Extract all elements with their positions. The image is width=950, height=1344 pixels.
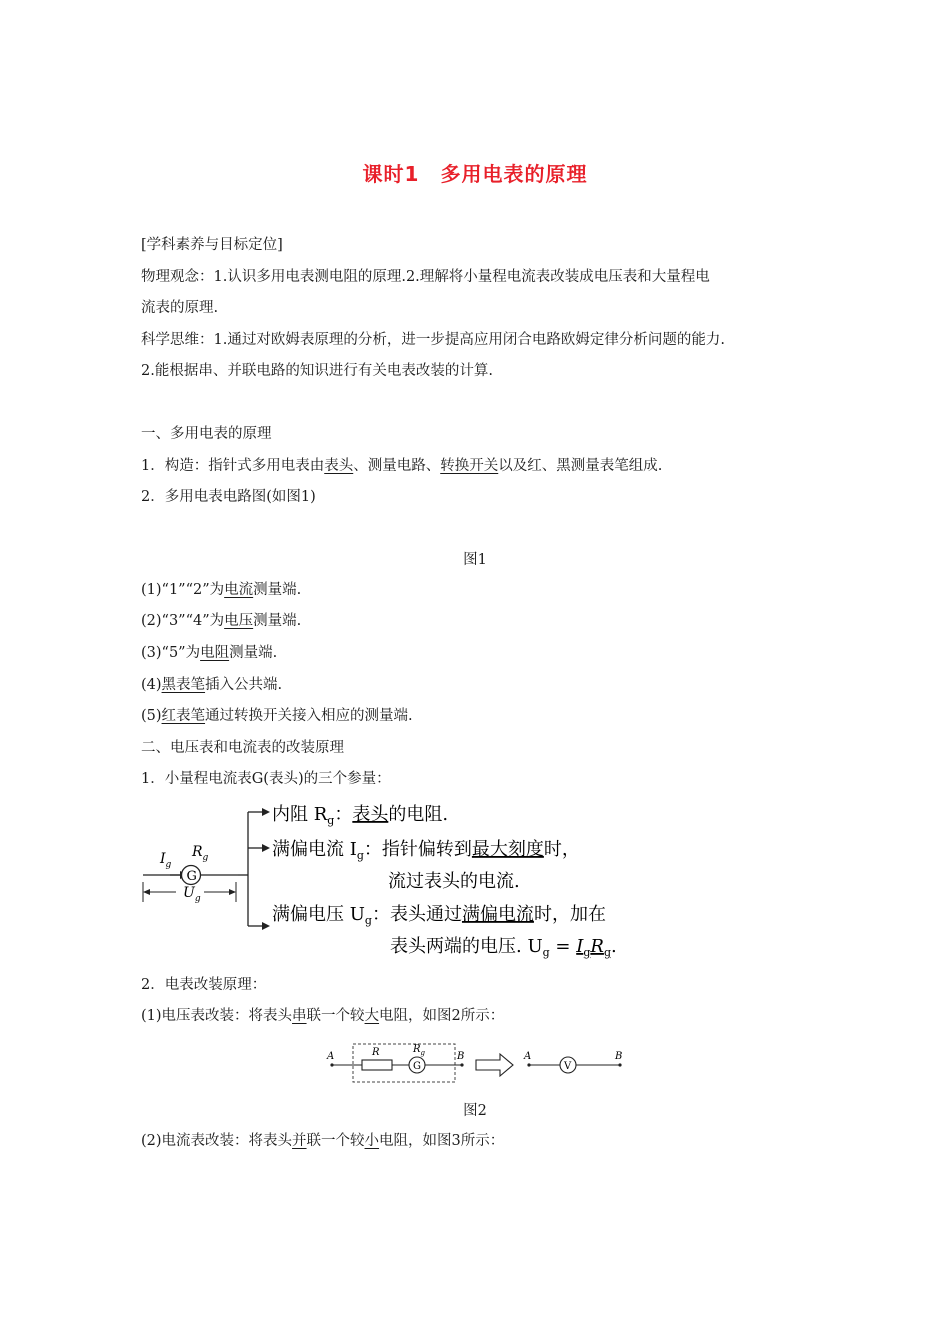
text: 、测量电路、	[353, 458, 441, 474]
voltage-label: $U_g$	[183, 885, 201, 904]
text: 测量端.	[253, 582, 302, 598]
arrow-right-icon	[262, 808, 270, 816]
text: 测量端.	[229, 645, 278, 661]
full-scale-voltage-text: 满偏电压 $U_g$：表头通过满偏电流时，加在	[272, 904, 606, 927]
galvanometer-symbol: G	[413, 1061, 421, 1072]
part2-sub2	[141, 1131, 504, 1151]
full-scale-voltage-text-line2: 表头两端的电压. $U_g = I_gR_g$.	[390, 936, 617, 959]
scientific-thinking-line1: 科学思维：1.通过对欧姆表原理的分析，进一步提高应用闭合电路欧姆定律分析问题的能力.	[141, 332, 725, 348]
part2-heading: 二、电压表和电流表的改装原理	[141, 740, 344, 756]
answer-blank: 电压	[224, 613, 254, 629]
resistance-label: $R_g$	[192, 844, 209, 863]
answer-blank: 转换开关	[440, 458, 499, 474]
current-label: $I_g$	[160, 851, 172, 870]
figure1-caption: 图1	[463, 552, 487, 568]
figure2-caption: 图2	[463, 1103, 487, 1119]
physics-concept-line1: 物理观念：1.认识多用电表测电阻的原理.2.理解将小量程电流表改装成电压表和大量程电	[141, 269, 710, 285]
arrow-left-icon	[143, 889, 150, 895]
part2-sub1	[141, 1006, 504, 1026]
terminal-b-label: B	[457, 1051, 465, 1062]
voltmeter-symbol: V	[564, 1061, 572, 1072]
text: 电阻，如图3所示：	[379, 1133, 505, 1149]
galvanometer-resistance-label: $R_g$	[413, 1044, 426, 1057]
text: 电阻，如图2所示：	[379, 1008, 505, 1024]
part1-sub5	[141, 706, 413, 726]
answer-blank: 电流	[224, 582, 254, 598]
answer-blank: 大	[364, 1008, 380, 1024]
part2-item1: 1．小量程电流表G(表头)的三个参量：	[141, 771, 391, 787]
section-header: [学科素养与目标定位]	[141, 237, 283, 253]
terminal-dot	[618, 1063, 621, 1066]
galvanometer-parameters-diagram	[140, 798, 660, 963]
resistor-label: R	[372, 1047, 380, 1058]
text: (2)“3”“4”为	[141, 613, 225, 629]
text: (1)“1”“2”为	[141, 582, 225, 598]
text: (4)	[141, 677, 162, 693]
part1-sub3	[141, 643, 277, 663]
text: 联一个较	[306, 1008, 365, 1024]
text: (5)	[141, 708, 162, 724]
part2-item2: 2．电表改装原理：	[141, 977, 267, 993]
part1-sub4	[141, 675, 282, 695]
part1-heading: 一、多用电表的原理	[141, 426, 272, 442]
text: 联一个较	[306, 1133, 365, 1149]
arrow-right-icon	[229, 889, 236, 895]
scientific-thinking-line2: 2.能根据串、并联电路的知识进行有关电表改装的计算.	[141, 363, 493, 379]
text: 通过转换开关接入相应的测量端.	[205, 708, 413, 724]
page-title: 课时1 多用电表的原理	[362, 162, 588, 186]
text: 1．构造：指针式多用电表由	[141, 458, 325, 474]
hollow-arrow-icon	[476, 1054, 513, 1076]
part1-sub2	[141, 611, 301, 631]
text: (3)“5”为	[141, 645, 201, 661]
text: 测量端.	[253, 613, 302, 629]
part1-item1	[141, 456, 662, 476]
resistor-icon	[362, 1060, 392, 1070]
terminal-dot	[460, 1063, 463, 1066]
arrow-right-icon	[262, 844, 270, 852]
part1-sub1	[141, 580, 301, 600]
answer-blank: 并	[292, 1133, 307, 1149]
internal-resistance-text: 内阻 $R_g$：表头的电阻.	[272, 804, 449, 827]
full-scale-current-text: 满偏电流 $I_g$：指针偏转到最大刻度时，	[272, 839, 580, 862]
terminal-a-label: A	[524, 1051, 532, 1062]
galvanometer-symbol: G	[186, 869, 197, 884]
answer-blank: 黑表笔	[161, 677, 206, 693]
text: (2)电流表改装：将表头	[141, 1133, 293, 1149]
terminal-a-label: A	[327, 1051, 335, 1062]
physics-concept-line2: 流表的原理.	[141, 300, 219, 316]
full-scale-current-text-line2: 流过表头的电流.	[388, 871, 520, 892]
voltmeter-conversion-diagram	[324, 1038, 634, 1088]
answer-blank: 电阻	[200, 645, 230, 661]
answer-blank: 表头	[324, 458, 354, 474]
answer-blank: 红表笔	[161, 708, 206, 724]
text: (1)电压表改装：将表头	[141, 1008, 293, 1024]
part1-item2: 2．多用电表电路图(如图1)	[141, 489, 316, 505]
arrow-right-icon	[262, 922, 270, 930]
terminal-b-label: B	[615, 1051, 623, 1062]
answer-blank: 小	[364, 1133, 380, 1149]
answer-blank: 串	[292, 1008, 307, 1024]
text: 插入公共端.	[205, 677, 283, 693]
text: 以及红、黑测量表笔组成.	[498, 458, 663, 474]
